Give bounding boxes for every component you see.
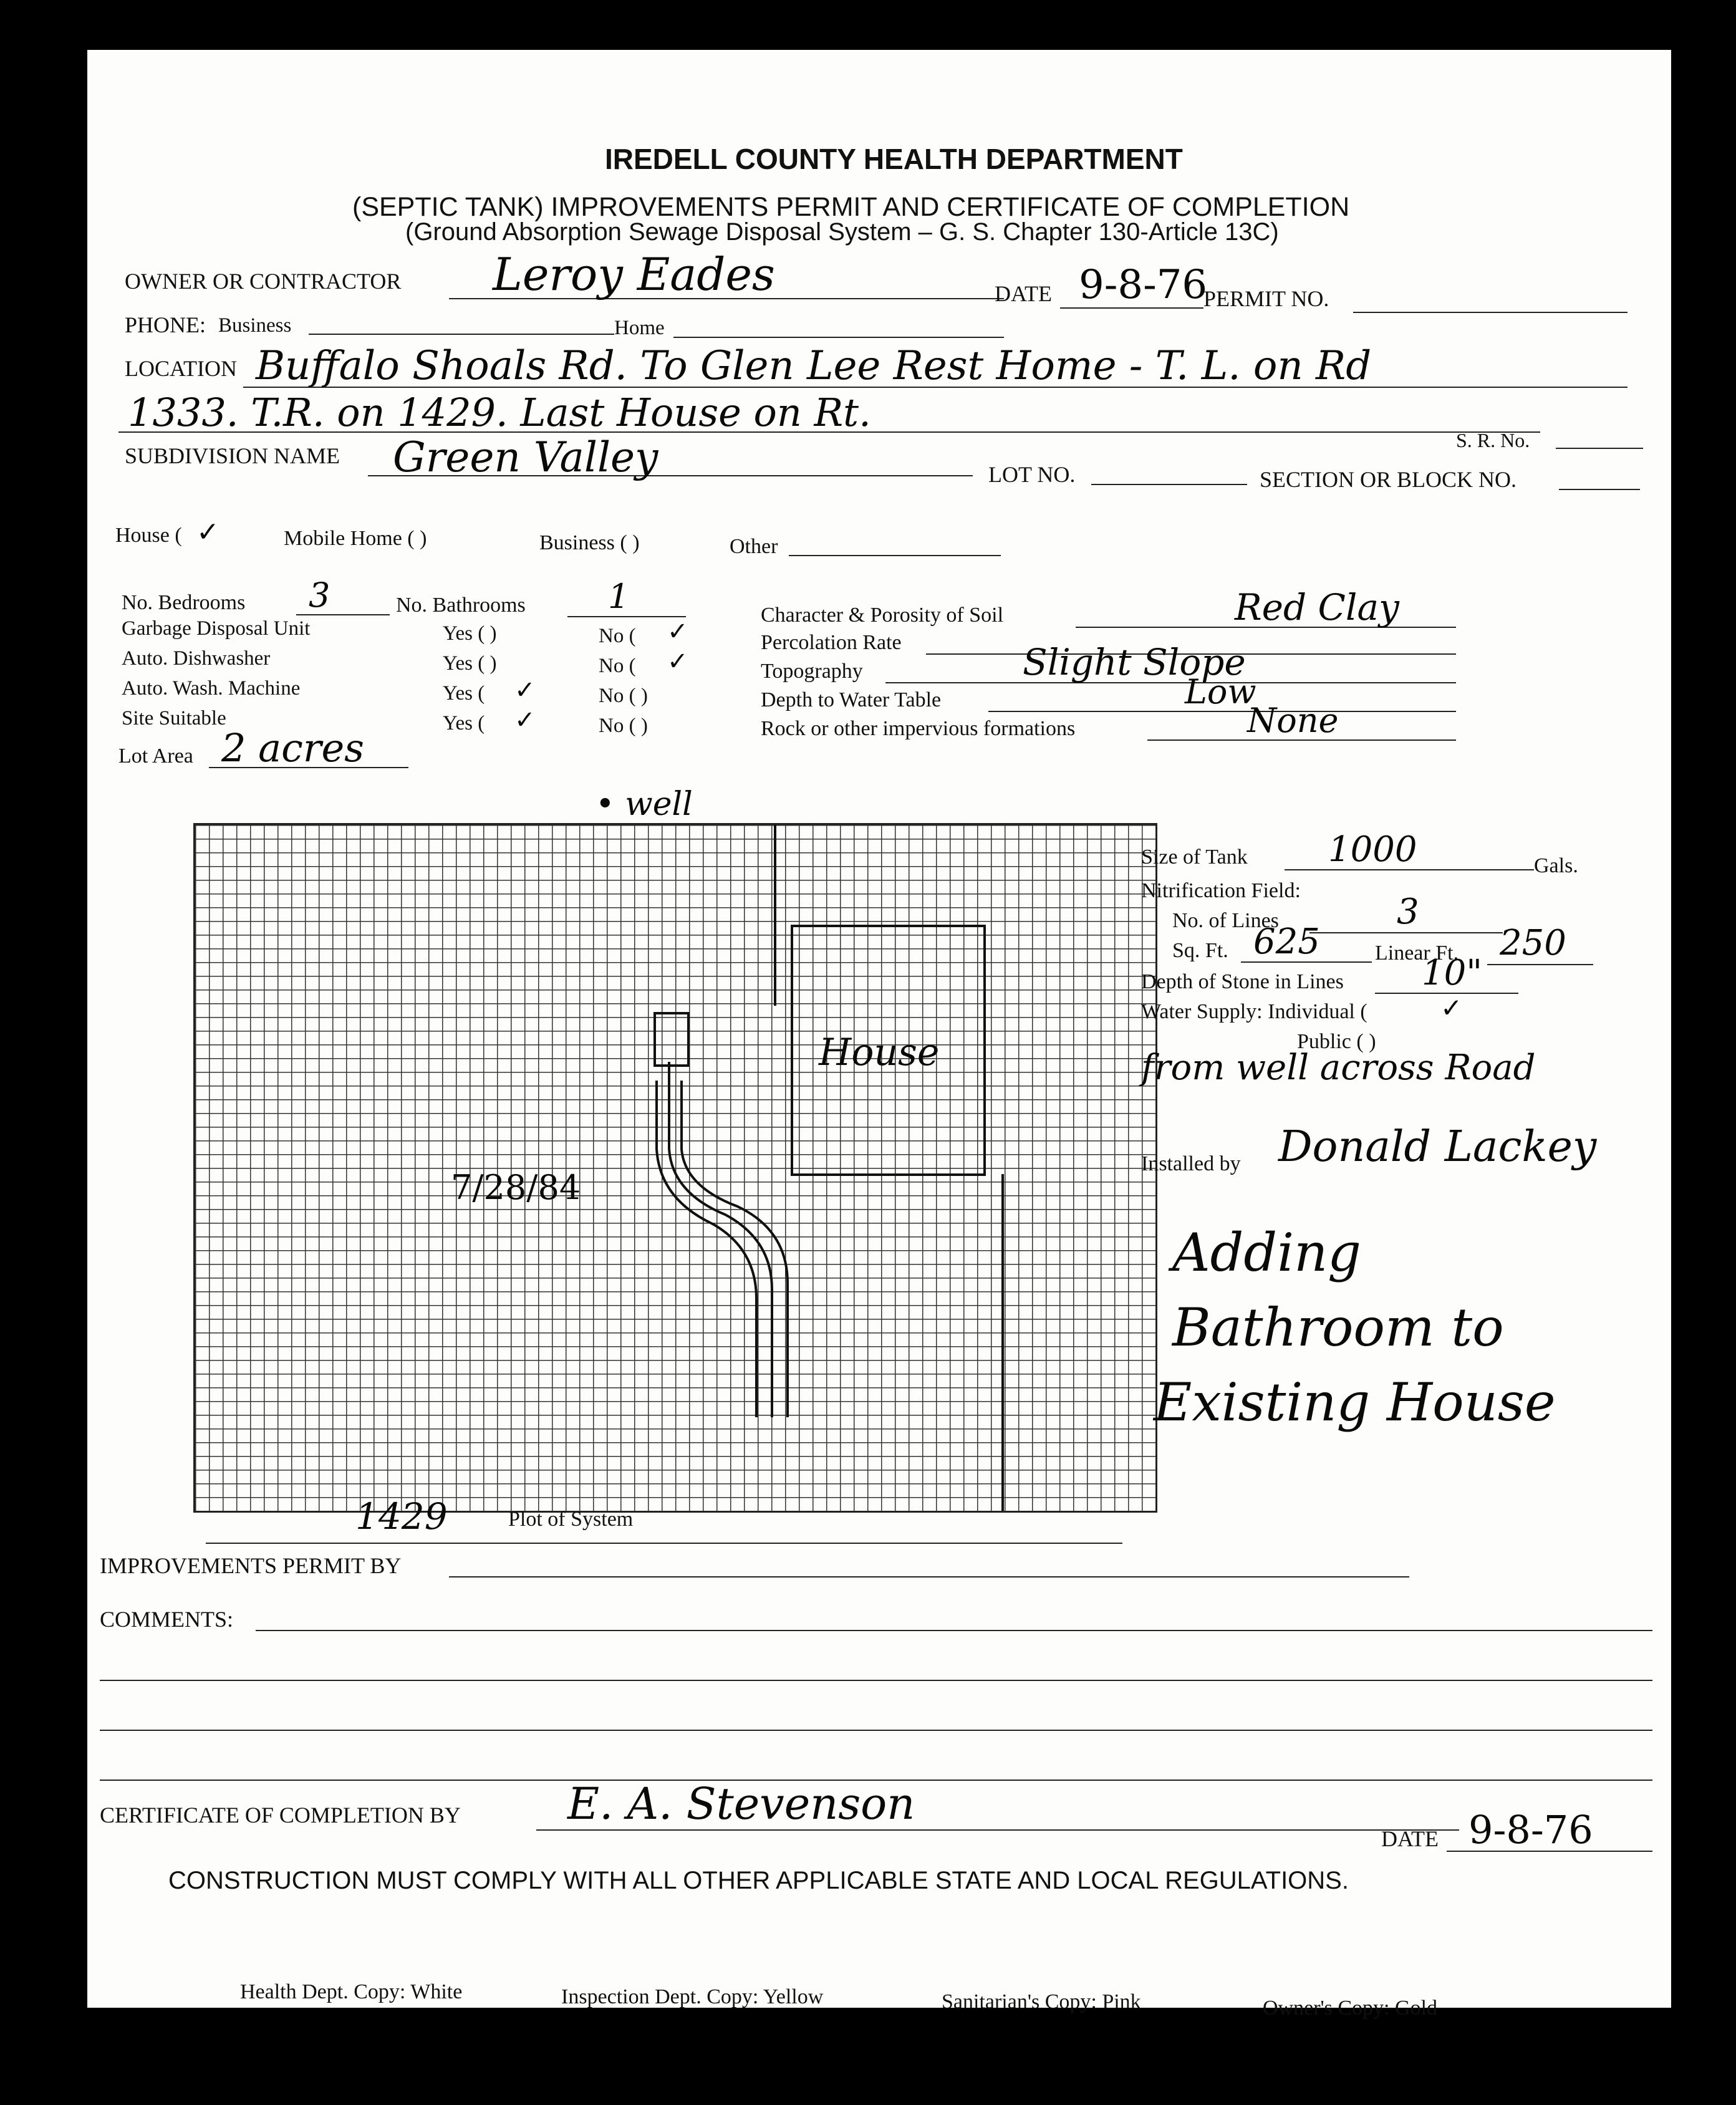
- fixture-label: Garbage Disposal Unit: [122, 617, 311, 640]
- section-line: [1559, 489, 1640, 490]
- plot-road-line: [206, 1543, 1122, 1544]
- phone-label: PHONE:: [125, 312, 206, 337]
- other-type-line: [789, 555, 1001, 556]
- permit-line: [1353, 312, 1628, 313]
- nitrification-label: Nitrification Field:: [1141, 879, 1301, 902]
- form-title: (SEPTIC TANK) IMPROVEMENTS PERMIT AND CERTIFICATE OF COMPLETION: [352, 192, 1350, 222]
- section-label: SECTION OR BLOCK NO.: [1260, 467, 1517, 492]
- plot-scrawl: 7/28/84: [451, 1168, 581, 1207]
- phone-business-line: [309, 334, 614, 335]
- soil-character-value[interactable]: Red Clay: [1235, 586, 1399, 629]
- department-heading: IREDELL COUNTY HEALTH DEPARTMENT: [605, 143, 1183, 175]
- lines-value[interactable]: 3: [1397, 892, 1419, 932]
- fixture-no: No ( ): [599, 715, 648, 737]
- well-note: • well: [596, 786, 693, 823]
- fixture-no: No ( ): [599, 685, 648, 707]
- subdivision-label: SUBDIVISION NAME: [125, 443, 340, 468]
- sqft-label: Sq. Ft.: [1172, 939, 1228, 962]
- rock-label: Rock or other impervious formations: [761, 717, 1076, 740]
- sr-label: S. R. No.: [1456, 429, 1530, 451]
- road-note: 1429: [355, 1495, 448, 1538]
- note-line-2: Bathroom to: [1172, 1297, 1504, 1358]
- owner-value[interactable]: Leroy Eades: [493, 248, 775, 301]
- location-value-2[interactable]: 1333. T.R. on 1429. Last House on Rt.: [128, 390, 871, 435]
- note-line-3: Existing House: [1154, 1372, 1556, 1433]
- copy-distribution: Owner's Copy: Gold: [1263, 1997, 1438, 2020]
- fixture-yes: Yes ( ): [443, 652, 497, 675]
- lot-label: LOT NO.: [988, 462, 1076, 487]
- lines-line: [1309, 932, 1503, 933]
- tank-size-value[interactable]: 1000: [1328, 829, 1417, 870]
- copy-distribution: Health Dept. Copy: White: [240, 1980, 463, 2003]
- bedrooms-value[interactable]: 3: [309, 576, 330, 615]
- linear-line: [1487, 964, 1593, 965]
- compliance-notice: CONSTRUCTION MUST COMPLY WITH ALL OTHER APPLICABLE STATE AND LOCAL REGULATIONS.: [168, 1867, 1349, 1894]
- fixture-check[interactable]: ✓: [514, 676, 536, 705]
- phone-business-label: Business: [218, 314, 292, 337]
- stone-label: Depth of Stone in Lines: [1141, 970, 1344, 993]
- lot-area-value[interactable]: 2 acres: [221, 725, 364, 771]
- comments-line: [100, 1730, 1652, 1731]
- installed-label: Installed by: [1141, 1152, 1241, 1175]
- copy-distribution: Sanitarian's Copy: Pink: [942, 1990, 1141, 2013]
- sr-line: [1556, 448, 1643, 449]
- water-table-value[interactable]: Low: [1185, 672, 1256, 711]
- sqft-value[interactable]: 625: [1253, 922, 1320, 962]
- location-label: LOCATION: [125, 356, 237, 381]
- fixture-label: Auto. Dishwasher: [122, 647, 271, 670]
- installed-value[interactable]: Donald Lackey: [1278, 1122, 1597, 1172]
- certificate-line: [536, 1829, 1459, 1831]
- date-value[interactable]: 9-8-76: [1079, 262, 1208, 308]
- certificate-date-label: DATE: [1381, 1826, 1439, 1851]
- plot-grid: [193, 823, 1157, 1513]
- percolation-label: Percolation Rate: [761, 631, 902, 654]
- topography-value[interactable]: Slight Slope: [1023, 641, 1246, 683]
- lot-area-label: Lot Area: [118, 744, 193, 768]
- permit-form: [87, 50, 1671, 2020]
- certificate-label: CERTIFICATE OF COMPLETION BY: [100, 1803, 461, 1828]
- lines-label: No. of Lines: [1172, 909, 1279, 932]
- date-label: DATE: [995, 281, 1052, 306]
- lot-line: [1091, 484, 1247, 485]
- improvements-label: IMPROVEMENTS PERMIT BY: [100, 1553, 402, 1578]
- house-label: House: [819, 1031, 940, 1074]
- copy-distribution: Inspection Dept. Copy: Yellow: [561, 1985, 824, 2008]
- house-type-label: House (: [115, 524, 182, 547]
- fixture-label: Site Suitable: [122, 707, 226, 730]
- comments-line: [100, 1680, 1652, 1681]
- fixture-check[interactable]: ✓: [514, 706, 536, 735]
- fixture-label: Auto. Wash. Machine: [122, 677, 301, 700]
- public-label: Public ( ): [1297, 1030, 1376, 1053]
- fixture-yes: Yes (: [443, 712, 485, 735]
- certificate-signature[interactable]: E. A. Stevenson: [567, 1778, 915, 1829]
- business-type-label: Business ( ): [539, 531, 640, 554]
- certificate-date-value[interactable]: 9-8-76: [1468, 1807, 1593, 1852]
- water-supply-label: Water Supply: Individual (: [1141, 1000, 1367, 1023]
- topography-label: Topography: [761, 660, 863, 683]
- comments-line: [256, 1630, 1652, 1631]
- house-type-check[interactable]: ✓: [196, 516, 219, 548]
- plot-caption: Plot of System: [508, 1508, 634, 1531]
- gals-label: Gals.: [1534, 854, 1578, 877]
- fixture-check[interactable]: ✓: [667, 617, 688, 646]
- tank-size-label: Size of Tank: [1141, 845, 1248, 869]
- fixture-yes: Yes (: [443, 682, 485, 705]
- linear-label: Linear Ft.: [1375, 942, 1459, 965]
- fixture-check[interactable]: ✓: [667, 647, 688, 676]
- phone-home-line: [673, 337, 1004, 338]
- fixture-no: No (: [599, 625, 636, 647]
- location-value-1[interactable]: Buffalo Shoals Rd. To Glen Lee Rest Home - T. L. on Rd: [256, 343, 1372, 389]
- phone-home-label: Home: [614, 317, 665, 339]
- rock-value[interactable]: None: [1247, 701, 1339, 740]
- water-note[interactable]: from well across Road: [1141, 1048, 1536, 1088]
- bathrooms-value[interactable]: 1: [608, 577, 630, 616]
- form-subtitle: (Ground Absorption Sewage Disposal System – G. S. Chapter 130-Article 13C): [405, 218, 1279, 246]
- bathrooms-label: No. Bathrooms: [396, 594, 526, 617]
- linear-value[interactable]: 250: [1500, 923, 1566, 963]
- fixture-yes: Yes ( ): [443, 622, 497, 645]
- permit-label: PERMIT NO.: [1203, 286, 1329, 311]
- nitrification-lines: [195, 825, 1155, 1511]
- stone-value[interactable]: 10": [1422, 953, 1483, 993]
- water-table-label: Depth to Water Table: [761, 688, 942, 711]
- improvements-line: [449, 1576, 1409, 1578]
- owner-label: OWNER OR CONTRACTOR: [125, 269, 402, 294]
- note-line-1: Adding: [1172, 1222, 1361, 1283]
- subdivision-value[interactable]: Green Valley: [393, 433, 658, 481]
- fixture-no: No (: [599, 655, 636, 677]
- other-type-label: Other: [730, 535, 778, 558]
- comments-label: COMMENTS:: [100, 1607, 234, 1632]
- mobile-home-label: Mobile Home ( ): [284, 527, 427, 550]
- soil-character-label: Character & Porosity of Soil: [761, 604, 1004, 627]
- water-supply-check[interactable]: ✓: [1440, 993, 1463, 1023]
- bedrooms-label: No. Bedrooms: [122, 591, 246, 614]
